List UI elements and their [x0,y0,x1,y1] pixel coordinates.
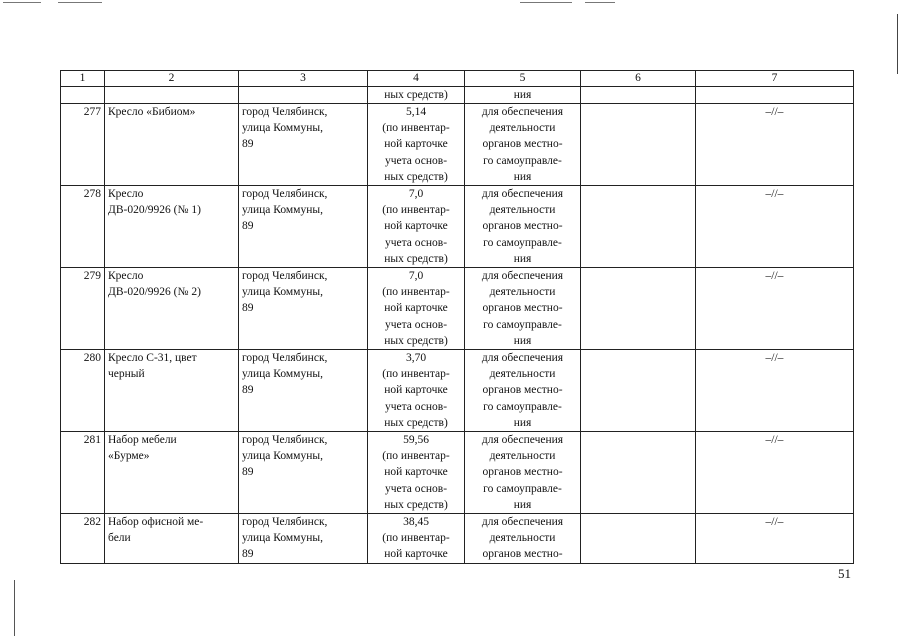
item-name-line: Кресло С-31, цвет [108,352,197,365]
row-number: 282 [61,514,105,564]
item-name-line: черный [108,368,145,381]
item-purpose-line: ния [513,498,532,511]
item-value [368,186,465,268]
item-address-line: город Челябинск, [242,516,328,529]
row-number: 281 [61,432,105,514]
item-purpose-line: деятельности [489,286,556,299]
table-cell [239,87,368,104]
item-address-line: 89 [242,548,254,561]
item-value-line: (по инвентар- [382,368,450,381]
item-purpose-line: ния [513,416,532,429]
header-cell: 7 [696,71,854,87]
item-value-line: ной карточке [384,384,448,397]
page-number: 51 [838,566,851,581]
item-value-line: ной карточке [384,548,448,561]
scan-artifact [520,2,572,3]
item-purpose-line: деятельности [489,532,556,545]
scan-artifact [585,2,615,3]
item-col7: –//– [696,350,854,432]
item-purpose-line: деятельности [489,204,556,217]
item-value [368,350,465,432]
table-row [61,514,854,564]
item-value [368,104,465,186]
item-name [105,186,239,268]
item-value-line: учета основ- [384,236,448,249]
item-purpose-line: го самоуправле- [483,318,562,331]
item-value-line: ных средств) [384,170,448,183]
item-purpose [465,104,581,186]
item-purpose-line: деятельности [489,122,556,135]
item-value-line: 5,14 [405,106,427,118]
item-purpose-line: органов местно- [482,138,563,151]
item-purpose [465,268,581,350]
scan-artifact [58,2,102,3]
item-purpose-line: ния [513,170,532,183]
item-value-line: ных средств) [384,416,448,429]
item-purpose [465,432,581,514]
item-purpose [465,186,581,268]
header-cell: 2 [105,71,239,87]
table-row [61,350,854,432]
item-purpose-line: органов местно- [482,302,563,315]
item-col7: –//– [696,268,854,350]
item-value-line: ной карточке [384,302,448,315]
item-address-line: 89 [242,138,254,151]
item-purpose-line: ния [513,334,532,347]
item-value-line: ной карточке [384,466,448,479]
item-col6 [581,514,696,564]
item-value [368,432,465,514]
item-value-line: учета основ- [384,400,448,413]
item-purpose-line: для обеспечения [481,270,564,283]
item-value-line: 59,56 [403,434,429,447]
table-row [61,268,854,350]
item-address-line: улица Коммуны, [242,450,323,463]
row-number: 280 [61,350,105,432]
item-col7: –//– [696,186,854,268]
item-purpose-line: ния [513,252,532,265]
item-address-line: 89 [242,466,254,479]
table-row [61,104,854,186]
item-name-line: «Бурме» [108,450,150,463]
item-value-line: ной карточке [384,220,448,233]
row-number: 278 [61,186,105,268]
item-value-line: (по инвентар- [382,122,450,135]
item-address-line: город Челябинск, [242,106,328,118]
item-address-line: улица Коммуны, [242,368,323,381]
item-purpose-line: для обеспечения [481,352,564,365]
item-purpose-line: деятельности [489,450,556,463]
item-value-line: ных средств) [384,334,448,347]
item-col7: –//– [696,432,854,514]
item-value-line: ных средств) [384,252,448,265]
item-col6 [581,268,696,350]
item-value [368,514,465,564]
item-address [239,268,368,350]
item-value-line: 7,0 [408,188,424,201]
table-cell [61,87,105,104]
header-cell: 5 [465,71,581,87]
item-address [239,514,368,564]
item-name [105,268,239,350]
item-name-line: Набор мебели [108,434,177,447]
item-name-line: Кресло [108,270,144,283]
item-address-line: город Челябинск, [242,434,328,447]
item-purpose-line: го самоуправле- [483,400,562,413]
item-value-line: (по инвентар- [382,204,450,217]
row-number: 277 [61,104,105,186]
item-value-line: 3,70 [405,352,427,365]
item-name-line: Кресло «Бибиом» [108,106,196,118]
item-purpose-line: для обеспечения [481,434,564,447]
table-row [61,186,854,268]
item-purpose-line: деятельности [489,368,556,381]
item-address-line: улица Коммуны, [242,204,323,217]
item-name [105,350,239,432]
header-cell: 6 [581,71,696,87]
item-purpose [465,350,581,432]
item-address-line: 89 [242,384,254,397]
item-col7: –//– [696,104,854,186]
header-cell: 4 [368,71,465,87]
item-col7: –//– [696,514,854,564]
item-col6 [581,186,696,268]
item-col6 [581,104,696,186]
item-value-line: (по инвентар- [382,450,450,463]
item-address-line: город Челябинск, [242,270,328,283]
item-value-line: (по инвентар- [382,532,450,545]
property-register-table [60,70,854,564]
item-purpose-line: для обеспечения [481,188,564,201]
item-name [105,104,239,186]
item-address-line: город Челябинск, [242,352,328,365]
item-name-line: Кресло [108,188,144,201]
item-value-line: 7,0 [408,270,424,283]
item-value-line: ной карточке [384,138,448,151]
item-name-line: бели [108,532,131,545]
scan-artifact [3,2,41,3]
scan-edge [14,580,15,636]
item-name [105,432,239,514]
item-value-line: учета основ- [384,318,448,331]
item-purpose-line: го самоуправле- [483,154,562,167]
item-purpose [465,514,581,564]
scan-edge [897,14,898,74]
item-name-line: ДВ-020/9926 (№ 2) [108,286,201,299]
item-value-line: ных средств) [384,498,448,511]
table-cell [581,87,696,104]
item-address-line: город Челябинск, [242,188,328,201]
item-value-line: учета основ- [384,482,448,495]
item-purpose-line: органов местно- [482,466,563,479]
continuation-row [61,87,854,104]
item-address [239,104,368,186]
item-address-line: 89 [242,302,254,315]
table-cell [105,87,239,104]
item-address [239,350,368,432]
item-address-line: 89 [242,220,254,233]
item-purpose-line: органов местно- [482,548,563,561]
item-value-line: учета основ- [384,154,448,167]
table-cell [696,87,854,104]
row-number: 279 [61,268,105,350]
item-name [105,514,239,564]
item-value [368,268,465,350]
item-purpose-line: го самоуправле- [483,236,562,249]
header-cell: 3 [239,71,368,87]
item-address-line: улица Коммуны, [242,286,323,299]
item-name-line: ДВ-020/9926 (№ 1) [108,204,201,217]
column-number-header [61,71,854,87]
item-value-line: (по инвентар- [382,286,450,299]
item-purpose-line: органов местно- [482,220,563,233]
header-cell: 1 [61,71,105,87]
item-purpose-line: го самоуправле- [483,482,562,495]
item-address [239,186,368,268]
item-value-line: 38,45 [403,516,429,529]
value-continuation: ных средств) [368,87,465,104]
purpose-continuation: ния [465,87,581,104]
item-purpose-line: для обеспечения [481,106,564,118]
item-purpose-line: органов местно- [482,384,563,397]
item-col6 [581,350,696,432]
table-row [61,432,854,514]
item-address-line: улица Коммуны, [242,122,323,135]
item-name-line: Набор офисной ме- [108,516,204,529]
item-col6 [581,432,696,514]
item-purpose-line: для обеспечения [481,516,564,529]
item-address [239,432,368,514]
item-address-line: улица Коммуны, [242,532,323,545]
